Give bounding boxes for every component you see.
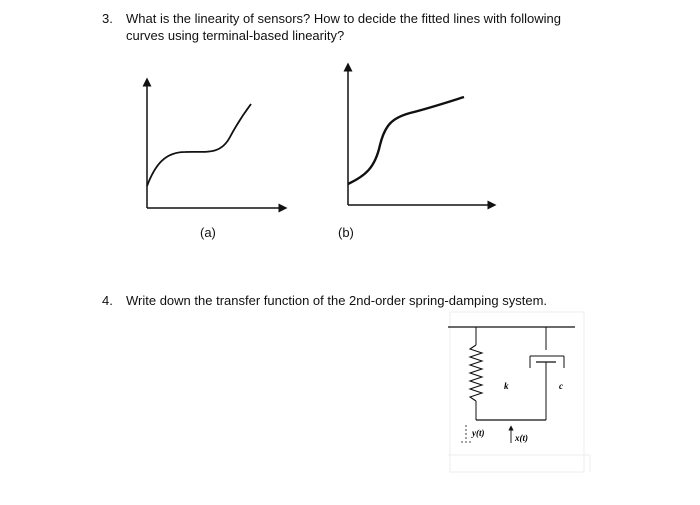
- question-4-number: 4.: [102, 293, 113, 308]
- damper: [530, 327, 564, 420]
- question-4-text: Write down the transfer function of the 2nd-order spring-damping system.: [126, 293, 548, 308]
- graph-a-curve: [147, 104, 251, 186]
- figure-a-caption: (a): [200, 225, 216, 240]
- figure-b-caption: (b): [338, 225, 354, 240]
- graph-a: [147, 82, 283, 208]
- displacement-label-x: x(t): [515, 433, 528, 443]
- question-3-line-2: curves using terminal-based linearity?: [126, 28, 345, 43]
- question-3-line-1: What is the linearity of sensors? How to decide the fitted lines with following: [126, 11, 561, 26]
- graph-b: [348, 67, 492, 205]
- spring: [470, 327, 482, 420]
- damper-label-c: c: [559, 381, 563, 391]
- spring-damper-system: [448, 312, 590, 472]
- displacement-label-y: y(t): [472, 428, 485, 438]
- graph-b-curve: [348, 97, 464, 184]
- spring-label-k: k: [504, 381, 509, 391]
- question-3-number: 3.: [102, 11, 113, 26]
